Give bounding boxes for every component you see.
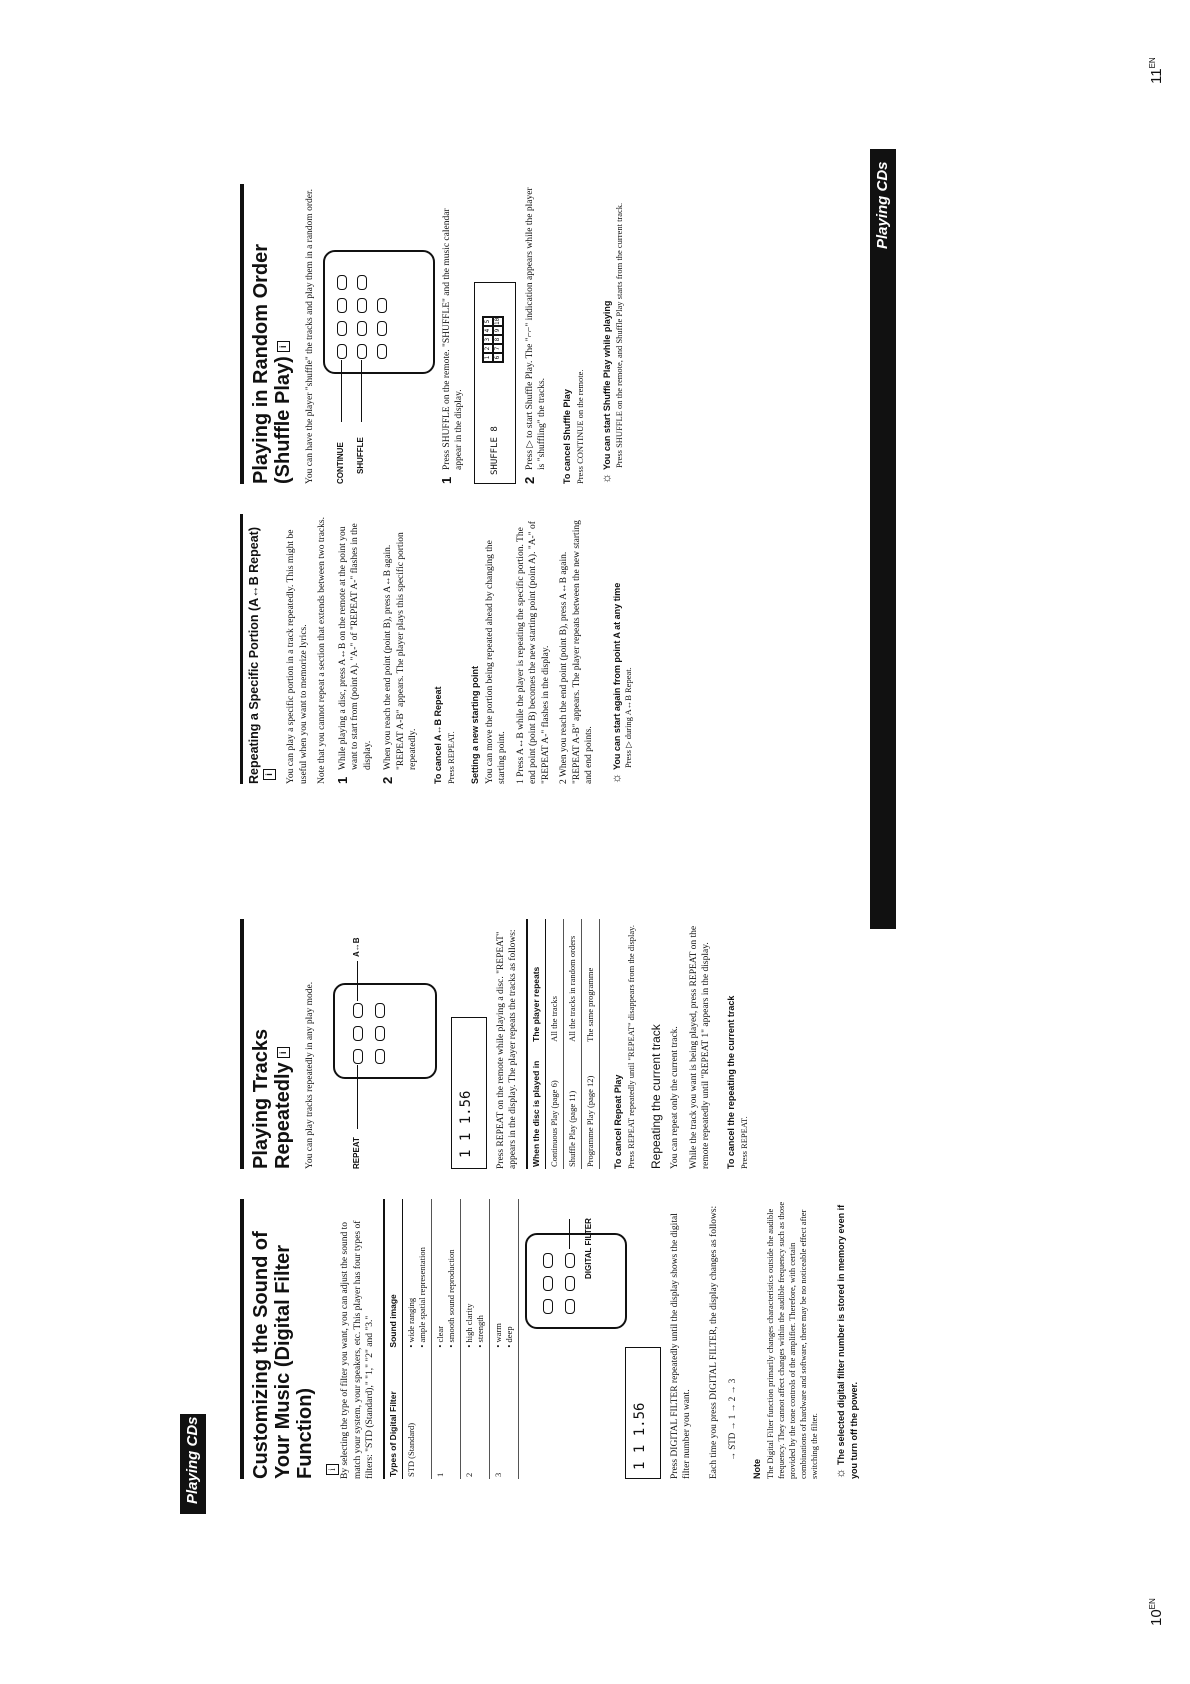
repeat-table-head-repeats: The player repeats (527, 919, 546, 1044)
ab-tip-text: Press ▷ during A↔B Repeat. (623, 667, 633, 768)
filter-table-head-image: Sound image (384, 1199, 403, 1350)
repeat-table-head-mode: When the disc is played in (527, 1044, 546, 1169)
shuffle-cancel-title: To cancel Shuffle Play (561, 389, 572, 484)
repeat-current-cancel-title: To cancel the repeating the current track (725, 995, 736, 1169)
note-text: The Digital Filter function primarily changes characteristics outside the audible frequency. They cannot affect changes within the audible frequency such as those provided by the tone controls of the amplifier. Therefore, with certain combinations of hardware and software, there may be no noticeable effect after switching the filter. (765, 1201, 820, 1479)
repeat-current-title: Repeating the current track (649, 1024, 663, 1169)
repeat-table (526, 919, 600, 1169)
table-row: Shuffle Play (page 11) All the tracks in random orders (563, 919, 581, 1169)
ab-new-1: 1 Press A↔B while the player is repeating the specific portion. The end point (point B) becomes the new starting point (point A). "A-" of "REPEAT A-" flashes in the display. (515, 521, 551, 784)
table-row: Continuous Play (page 6) All the tracks (545, 919, 563, 1169)
ab-step-2: 2 When you reach the end point (point B), press A↔B again. "REPEAT A-B" appears. The player plays this specific portion repeatedly. (380, 532, 418, 784)
shuffle-display: SHUFFLE 8 1 2 3 4 5 6 7 8 9 10 (474, 282, 516, 484)
ab-new-intro: You can move the portion being repeated ahead by changing the starting point. (484, 540, 507, 784)
ab-note: Note that you cannot repeat a section that extends between two tracks. (317, 517, 327, 784)
ab-new-title: Setting a new starting point (470, 665, 480, 784)
digital-filter-intro: By selecting the type of filter you want, you can adjust the sound to match your system, your speakers, etc. This player has four types of filters: "STD (Standard)," "1," "2" and "3." (340, 1220, 376, 1479)
repeat-remote-illustration (323, 919, 443, 1169)
repeat-current-step: While the track you want is being played, press REPEAT on the remote repeatedly until "REPEAT 1" appears in the display. (688, 925, 711, 1169)
tip-bulb-icon: ☼ (833, 1468, 848, 1479)
ab-intro: You can play a specific portion in a track repeatedly. This might be useful when you want to memorize lyrics. (286, 529, 309, 784)
filter-sequence: → STD → 1 → 2 → 3 (727, 1378, 738, 1461)
page-number-right: $11^{EN}$ (1148, 57, 1165, 84)
repeat-instruction: Press REPEAT on the remote while playing a disc. "REPEAT" appears in the display. The player repeats the tracks as follows: (495, 929, 518, 1169)
tip-bulb-icon: ☼ (599, 473, 613, 484)
header-bar-right (870, 149, 896, 929)
header-label-left: Playing CDs (184, 1416, 201, 1504)
digital-filter-each-time: Each time you press DIGITAL FILTER, the display changes as follows: (708, 1205, 719, 1479)
table-row: Programme Play (page 12) The same programme (581, 919, 599, 1169)
repeat-current-cancel-text: Press REPEAT. (739, 1116, 749, 1169)
repeat-cancel-text: Press REPEAT repeatedly until "REPEAT" disappears from the display. (626, 925, 636, 1169)
ab-repeat-section (240, 514, 640, 784)
table-row: 3 • warm • deep (489, 1199, 518, 1479)
filter-table (383, 1199, 519, 1479)
ab-button-label: A↔B (351, 937, 361, 957)
digital-filter-instruction: Press DIGITAL FILTER repeatedly until the display shows the digital filter number you want. (669, 1213, 693, 1479)
filter-table-head-type: Types of Digital Filter (384, 1350, 403, 1479)
repeat-title: Playing Tracks Repeatedlyi (240, 919, 294, 1169)
shuffle-tip-text: Press SHUFFLE on the remote, and Shuffle Play starts from the current track. (613, 202, 624, 468)
digital-filter-title: Customizing the Sound of Your Music (Digital Filter Function) (240, 1199, 316, 1479)
shuffle-remote-illustration (323, 184, 433, 484)
table-row: 2 • high clarity • strength (460, 1199, 489, 1479)
repeat-display: 1 1 1.56 (451, 1017, 487, 1169)
note-title: Note (751, 1459, 762, 1479)
ab-step-1: 1 While playing a disc, press A↔B on the remote at the point you want to start from (point A). "A-" of "REPEAT A-" flashes in the display. (334, 523, 373, 784)
ab-tip: ☼You can start again from point A at any time (608, 582, 623, 784)
ab-title: Repeating a Specific Portion (A↔B Repeat) i (240, 514, 277, 784)
continue-button-label: CONTINUE (335, 442, 345, 484)
repeat-cancel-title: To cancel Repeat Play (612, 1074, 623, 1169)
repeat-current-intro: You can repeat only the current track. (670, 1026, 680, 1169)
shuffle-tip: ☼You can start Shuffle Play while playing (599, 300, 613, 484)
shuffle-step-2: 2 Press ▷ to start Shuffle Play. The "⌐⌐" indication appears while the player is "shuffling" the tracks. (521, 187, 547, 484)
header-label-right: Playing CDs (874, 161, 891, 249)
repeat-intro: You can play tracks repeatedly in any play mode. (305, 981, 315, 1169)
shuffle-title: Playing in Random Order (Shuffle Play)i (240, 184, 294, 484)
shuffle-button-label: SHUFFLE (355, 437, 365, 474)
digital-filter-section (240, 1199, 860, 1479)
shuffle-intro: You can have the player "shuffle" the tracks and play them in a random order. (305, 189, 315, 484)
digital-filter-button-label: DIGITAL FILTER (583, 1218, 593, 1279)
repeat-section (240, 919, 756, 1169)
tip-bulb-icon: ☼ (608, 773, 623, 784)
play-mode-icon: i (326, 1199, 339, 1479)
repeat-button-label: REPEAT (351, 1137, 361, 1169)
shuffle-cancel-text: Press CONTINUE on the remote. (575, 369, 585, 484)
shuffle-step-1: 1 Press SHUFFLE on the remote. "SHUFFLE" and the music calendar appear in the display. (438, 208, 464, 484)
ab-new-2: 2 When you reach the end point (point B), press A↔B again. "REPEAT A-B" appears. The player repeats between the new starting and end points. (559, 520, 594, 784)
shuffle-section (240, 184, 631, 484)
digital-filter-tip: ☼The selected digital filter number is stored in memory even if you turn off the power. (833, 1204, 859, 1479)
page-number-left: $10^{EN}$ (1148, 1598, 1165, 1626)
music-calendar: 1 2 3 4 5 6 7 8 9 10 (482, 316, 504, 363)
table-row: STD (Standard) • wide ranging • ample spatial representation (402, 1199, 431, 1479)
remote-illustration (525, 1199, 617, 1479)
filter-display: 1 1 1.56 (625, 1347, 661, 1479)
table-row: 1 • clear • smooth sound reproduction (431, 1199, 460, 1479)
ab-cancel-title: To cancel A↔B Repeat (432, 686, 443, 784)
ab-cancel-text: Press REPEAT. (446, 731, 456, 784)
